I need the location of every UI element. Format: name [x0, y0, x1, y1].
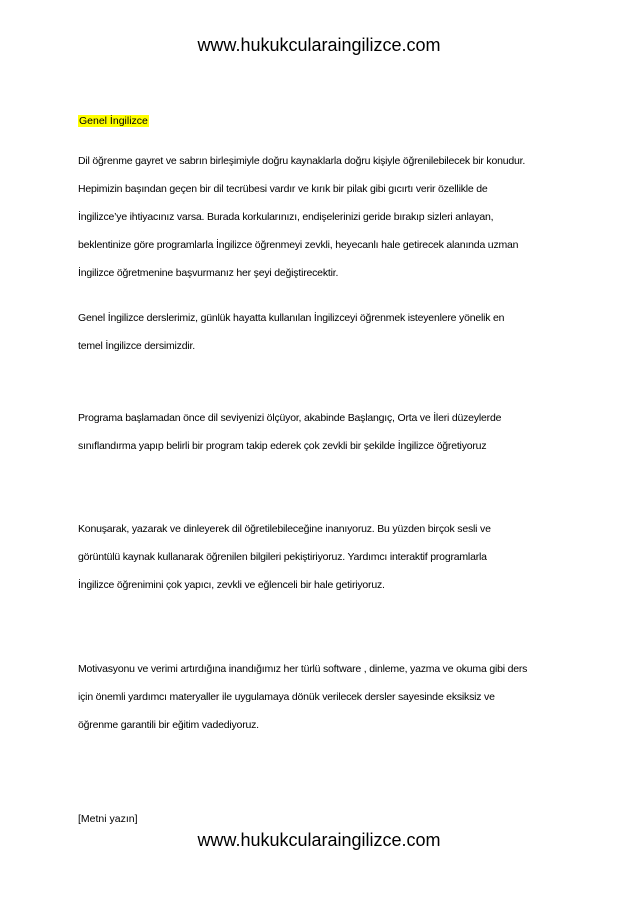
- paragraph-line: görüntülü kaynak kullanarak öğrenilen bilgileri pekiştiriyoruz. Yardımcı interaktif programlarla: [78, 551, 487, 563]
- paragraph-line: beklentinize göre programlarla İngilizce öğrenmeyi zevkli, heyecanlı hale getirecek alanında uzman: [78, 239, 519, 251]
- paragraph-line: için önemli yardımcı materyaller ile uygulamaya dönük verilecek dersler sayesinde eksiksiz ve: [78, 691, 495, 703]
- paragraph-line: temel İngilizce dersimizdir.: [78, 340, 195, 352]
- paragraph-methods: [78, 521, 568, 605]
- paragraph-line: sınıflandırma yapıp belirli bir program takip ederek çok zevkli bir şekilde İngilizce öğretiyoruz: [78, 440, 487, 452]
- paragraph-intro: [78, 153, 568, 293]
- paragraph-line: Dil öğrenme gayret ve sabrın birleşimiyle doğru kaynaklarla doğru kişiyle öğrenilebilecek bir konudur.: [78, 155, 526, 167]
- paragraph-line: Hepimizin başından geçen bir dil tecrübesi vardır ve kırık bir pilak gibi gıcırtı verir özellikle de: [78, 183, 488, 195]
- header-website-link[interactable]: www.hukukcularaingilizce.com: [197, 35, 441, 55]
- paragraph-line: İngilizce öğretmenine başvurmanız her şeyi değiştirecektir.: [78, 267, 339, 279]
- paragraph-line: Konuşarak, yazarak ve dinleyerek dil öğretilebileceğine inanıyoruz. Bu yüzden birçok sesli ve: [78, 523, 491, 535]
- section-heading: [78, 115, 149, 127]
- paragraph-line: Motivasyonu ve verimi artırdığına inandığımız her türlü software , dinleme, yazma ve okuma gibi ders: [78, 663, 528, 675]
- paragraph-line: Genel İngilizce derslerimiz, günlük hayatta kullanılan İngilizceyi öğrenmek isteyenlere yönelik en: [78, 312, 505, 324]
- text-placeholder[interactable]: [Metni yazın]: [78, 813, 138, 825]
- highlighted-heading-text: Genel İngilizce: [79, 115, 148, 127]
- paragraph-program-levels: [78, 410, 568, 466]
- paragraph-line: öğrenme garantili bir eğitim vadediyoruz.: [78, 719, 259, 731]
- paragraph-line: İngilizce öğrenimini çok yapıcı, zevkli ve eğlenceli bir hale getiriyoruz.: [78, 579, 385, 591]
- paragraph-line: İngilizce’ye ihtiyacınız varsa. Burada korkularınızı, endişelerinizi geride bırakıp sizleri anlayan,: [78, 211, 494, 223]
- paragraph-general-courses: [78, 310, 568, 366]
- paragraph-line: Programa başlamadan önce dil seviyenizi ölçüyor, akabinde Başlangıç, Orta ve İleri düzeylerde: [78, 412, 502, 424]
- footer-website-link[interactable]: www.hukukcularaingilizce.com: [197, 830, 441, 850]
- paragraph-motivation: [78, 661, 568, 745]
